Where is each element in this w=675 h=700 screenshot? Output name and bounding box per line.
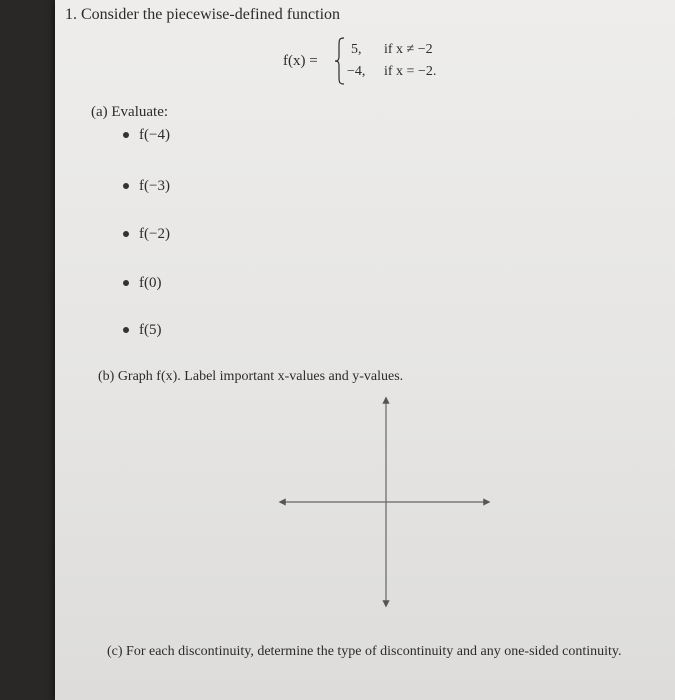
evaluate-item: f(5) bbox=[123, 322, 162, 339]
piecewise-function bbox=[283, 36, 513, 86]
bullet-icon bbox=[123, 280, 129, 286]
bullet-icon bbox=[123, 327, 129, 333]
blank-coordinate-axes bbox=[278, 395, 493, 610]
evaluate-item: f(−4) bbox=[123, 127, 170, 144]
part-c-label: (c) For each discontinuity, determine the type of discontinuity and any one-sided continuity. bbox=[107, 644, 622, 659]
part-b-label: (b) Graph f(x). Label important x-values and y-values. bbox=[98, 369, 404, 384]
worksheet-page bbox=[55, 0, 675, 700]
bullet-icon bbox=[123, 231, 129, 237]
question-title: 1. Consider the piecewise-defined function bbox=[65, 6, 341, 23]
case-2-condition: if x = −2. bbox=[384, 64, 437, 79]
part-a-label: (a) Evaluate: bbox=[91, 104, 169, 120]
bullet-icon bbox=[123, 183, 129, 189]
function-lhs: f(x) = bbox=[283, 53, 318, 69]
case-2-value: −4, bbox=[347, 64, 366, 79]
evaluate-item: f(0) bbox=[123, 275, 162, 292]
evaluate-item: f(−2) bbox=[123, 226, 170, 243]
bullet-icon bbox=[123, 132, 129, 138]
case-1-value: 5, bbox=[351, 42, 362, 57]
left-brace bbox=[334, 36, 346, 86]
case-1-condition: if x ≠ −2 bbox=[384, 42, 433, 57]
evaluate-item: f(−3) bbox=[123, 178, 170, 195]
